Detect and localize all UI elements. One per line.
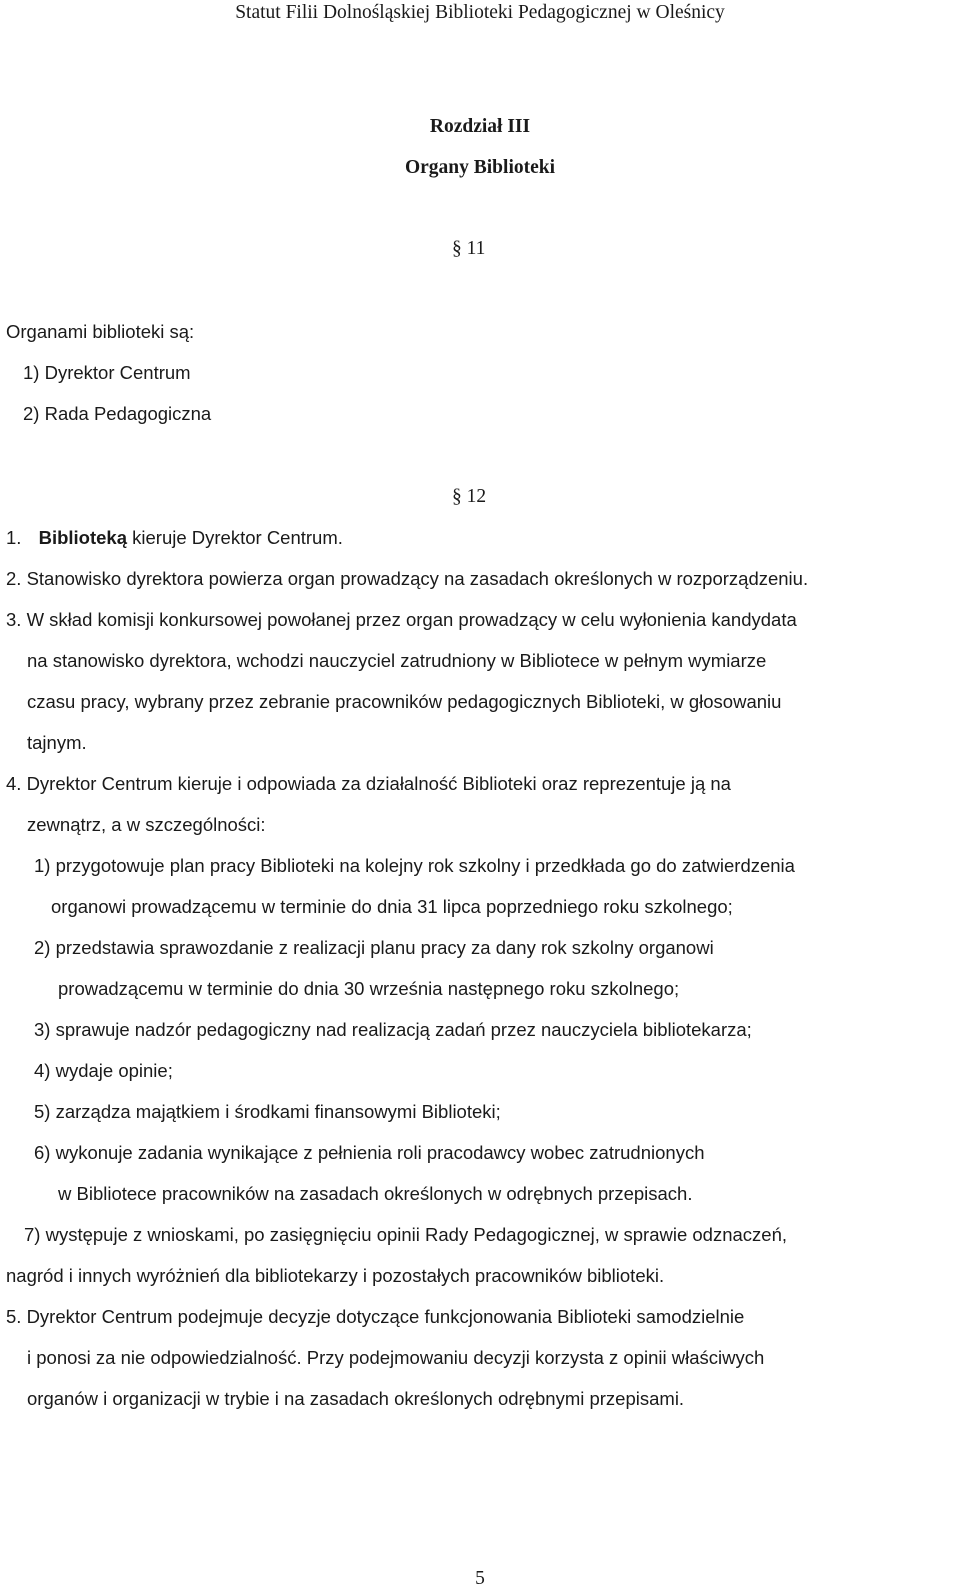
section-mark-11: § 11 xyxy=(452,238,486,259)
section-11-intro: Organami biblioteki są: xyxy=(6,321,195,342)
paragraph-1 xyxy=(6,527,343,549)
paragraph-5-line: 5. Dyrektor Centrum podejmuje decyzje dotyczące funkcjonowania Biblioteki samodzielnie xyxy=(6,1306,745,1327)
list-item-continuation: organowi prowadzącemu w terminie do dnia 31 lipca poprzedniego roku szkolnego; xyxy=(51,896,733,917)
chapter-title: Organy Biblioteki xyxy=(404,157,556,178)
paragraph-3-line: tajnym. xyxy=(27,732,87,753)
list-item: 1) przygotowuje plan pracy Biblioteki na kolejny rok szkolny i przedkłada go do zatwierdzenia xyxy=(34,855,795,876)
list-item-continuation: w Bibliotece pracowników na zasadach określonych w odrębnych przepisach. xyxy=(58,1183,693,1204)
list-item: 6) wykonuje zadania wynikające z pełnienia roli pracodawcy wobec zatrudnionych xyxy=(34,1142,705,1163)
list-item: 2) przedstawia sprawozdanie z realizacji planu pracy za dany rok szkolny organowi xyxy=(34,937,714,958)
paragraph-1-bold: Biblioteką xyxy=(38,527,127,548)
list-item-continuation: nagród i innych wyróżnień dla bibliotekarzy i pozostałych pracowników biblioteki. xyxy=(6,1265,665,1286)
list-item: 4) wydaje opinie; xyxy=(34,1060,173,1081)
chapter-number: Rozdział III xyxy=(429,116,531,137)
paragraph-3-line: 3. W skład komisji konkursowej powołanej przez organ prowadzący w celu wyłonienia kandydata xyxy=(6,609,797,630)
list-item: 2) Rada Pedagogiczna xyxy=(23,403,212,424)
paragraph-1-rest: kieruje Dyrektor Centrum. xyxy=(127,527,343,548)
list-item: 1) Dyrektor Centrum xyxy=(23,362,191,383)
paragraph-3-line: na stanowisko dyrektora, wchodzi nauczyciel zatrudniony w Bibliotece w pełnym wymiarze xyxy=(27,650,767,671)
page-number: 5 xyxy=(475,1568,485,1589)
list-item-continuation: prowadzącemu w terminie do dnia 30 września następnego roku szkolnego; xyxy=(58,978,680,999)
paragraph-2: 2. Stanowisko dyrektora powierza organ prowadzący na zasadach określonych w rozporządzeniu. xyxy=(6,568,809,589)
list-item: 3) sprawuje nadzór pedagogiczny nad realizacją zadań przez nauczyciela bibliotekarza; xyxy=(34,1019,752,1040)
section-mark-12: § 12 xyxy=(452,486,487,507)
paragraph-4-line: zewnątrz, a w szczególności: xyxy=(27,814,266,835)
paragraph-5-line: i ponosi za nie odpowiedzialność. Przy podejmowaniu decyzji korzysta z opinii właściwych xyxy=(27,1347,765,1368)
list-item: 7) występuje z wnioskami, po zasięgnięciu opinii Rady Pedagogicznej, w sprawie odznaczeń, xyxy=(24,1224,788,1245)
paragraph-1-number: 1. xyxy=(6,527,22,548)
paragraph-3-line: czasu pracy, wybrany przez zebranie pracowników pedagogicznych Biblioteki, w głosowaniu xyxy=(27,691,782,712)
document-header: Statut Filii Dolnośląskiej Biblioteki Pedagogicznej w Oleśnicy xyxy=(235,2,725,23)
paragraph-5-line: organów i organizacji w trybie i na zasadach określonych odrębnymi przepisami. xyxy=(27,1388,685,1409)
list-item: 5) zarządza majątkiem i środkami finansowymi Biblioteki; xyxy=(34,1101,501,1122)
paragraph-4-line: 4. Dyrektor Centrum kieruje i odpowiada za działalność Biblioteki oraz reprezentuje ją na xyxy=(6,773,731,794)
